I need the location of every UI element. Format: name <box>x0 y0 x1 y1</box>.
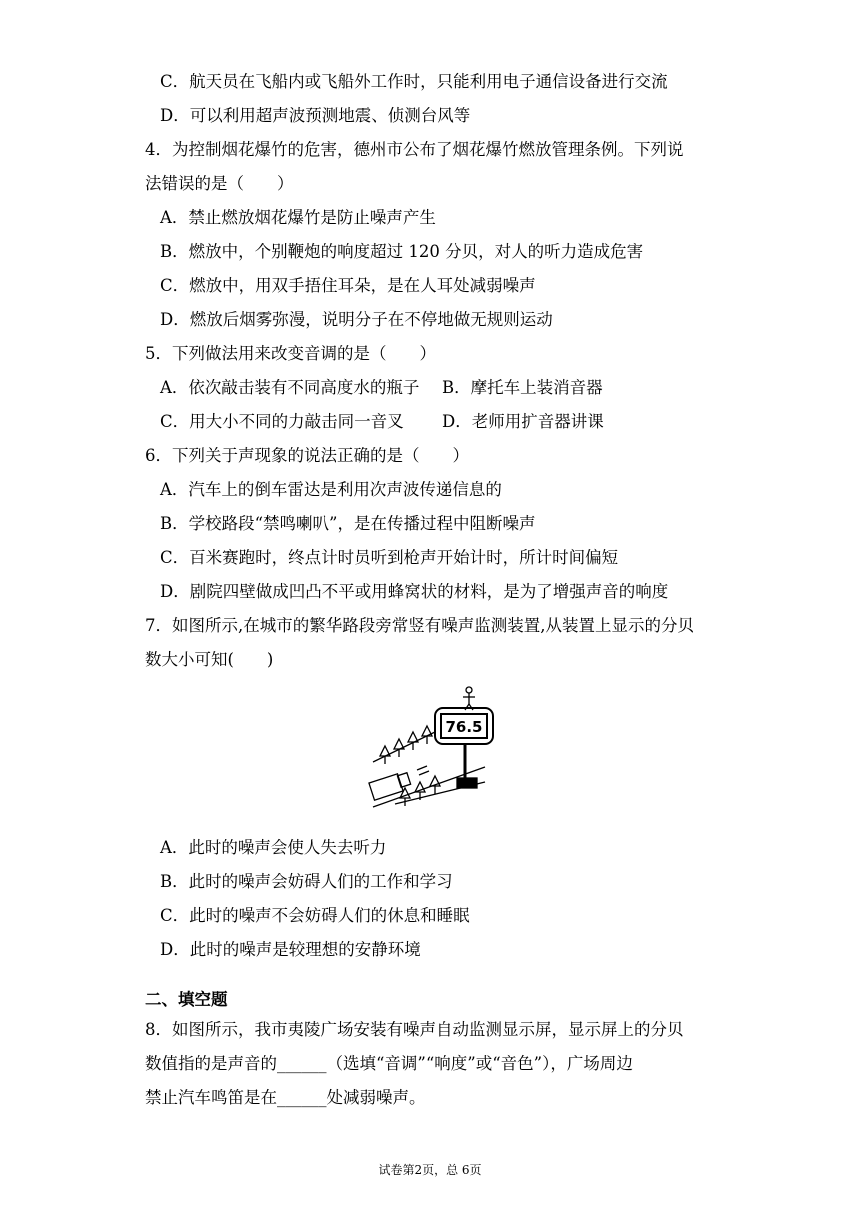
q5-option-b: B．摩托车上装消音器 <box>442 378 603 397</box>
q6-option-a: A．汽车上的倒车雷达是利用次声波传递信息的 <box>160 480 502 499</box>
section-heading-fill-in: 二、填空题 <box>145 990 228 1009</box>
q6-stem: 6．下列关于声现象的说法正确的是（ ） <box>145 446 469 465</box>
q6-option-c: C．百米赛跑时，终点计时员听到枪声开始计时，所计时间偏短 <box>160 548 619 567</box>
q5-stem: 5．下列做法用来改变音调的是（ ） <box>145 344 436 363</box>
q7-option-a: A．此时的噪声会使人失去听力 <box>160 838 387 857</box>
q4-stem-line1: 4．为控制烟花爆竹的危害，德州市公布了烟花爆竹燃放管理条例。下列说 <box>145 140 684 159</box>
q4-option-b: B．燃放中，个别鞭炮的响度超过 120 分贝，对人的听力造成危害 <box>160 242 644 261</box>
q5-option-d: D．老师用扩音器讲课 <box>442 412 604 431</box>
q7-option-d: D．此时的噪声是较理想的安静环境 <box>160 940 421 959</box>
q3-option-c: C．航天员在飞船内或飞船外工作时，只能利用电子通信设备进行交流 <box>160 72 668 91</box>
q3-option-d: D．可以利用超声波预测地震、侦测台风等 <box>160 106 471 125</box>
q5-options-row2 <box>160 410 750 434</box>
q6-option-b: B．学校路段“禁鸣喇叭”，是在传播过程中阻断噪声 <box>160 514 536 533</box>
q6-option-d: D．剧院四壁做成凹凸不平或用蜂窝状的材料，是为了增强声音的响度 <box>160 582 669 601</box>
q7-option-c: C．此时的噪声不会妨碍人们的休息和睡眠 <box>160 906 470 925</box>
q5-option-c: C．用大小不同的力敲击同一音叉 <box>160 412 404 431</box>
q4-option-a: A．禁止燃放烟花爆竹是防止噪声产生 <box>160 208 436 227</box>
noise-display-value: 76.5 <box>445 718 483 736</box>
q4-stem-line2: 法错误的是（ ） <box>145 174 294 193</box>
q4-option-c: C．燃放中，用双手捂住耳朵，是在人耳处减弱噪声 <box>160 276 536 295</box>
page-footer: 试卷第2页，总 6页 <box>378 1163 482 1177</box>
q7-stem-line1: 7．如图所示,在城市的繁华路段旁常竖有噪声监测装置,从装置上显示的分贝 <box>145 616 694 635</box>
q8-line3: 禁止汽车鸣笛是在______处减弱噪声。 <box>145 1088 426 1107</box>
q8-line1: 8．如图所示，我市夷陵广场安装有噪声自动监测显示屏，显示屏上的分贝 <box>145 1020 684 1039</box>
noise-monitor-figure <box>365 682 495 822</box>
q7-stem-line2: 数大小可知( ) <box>145 650 274 669</box>
q8-line2: 数值指的是声音的______（选填“音调”“响度”或“音色”），广场周边 <box>145 1054 633 1073</box>
q5-option-a: A．依次敲击装有不同高度水的瓶子 <box>160 378 420 397</box>
q7-option-b: B．此时的噪声会妨碍人们的工作和学习 <box>160 872 453 891</box>
q5-options-row1 <box>160 376 750 400</box>
q4-option-d: D．燃放后烟雾弥漫，说明分子在不停地做无规则运动 <box>160 310 553 329</box>
